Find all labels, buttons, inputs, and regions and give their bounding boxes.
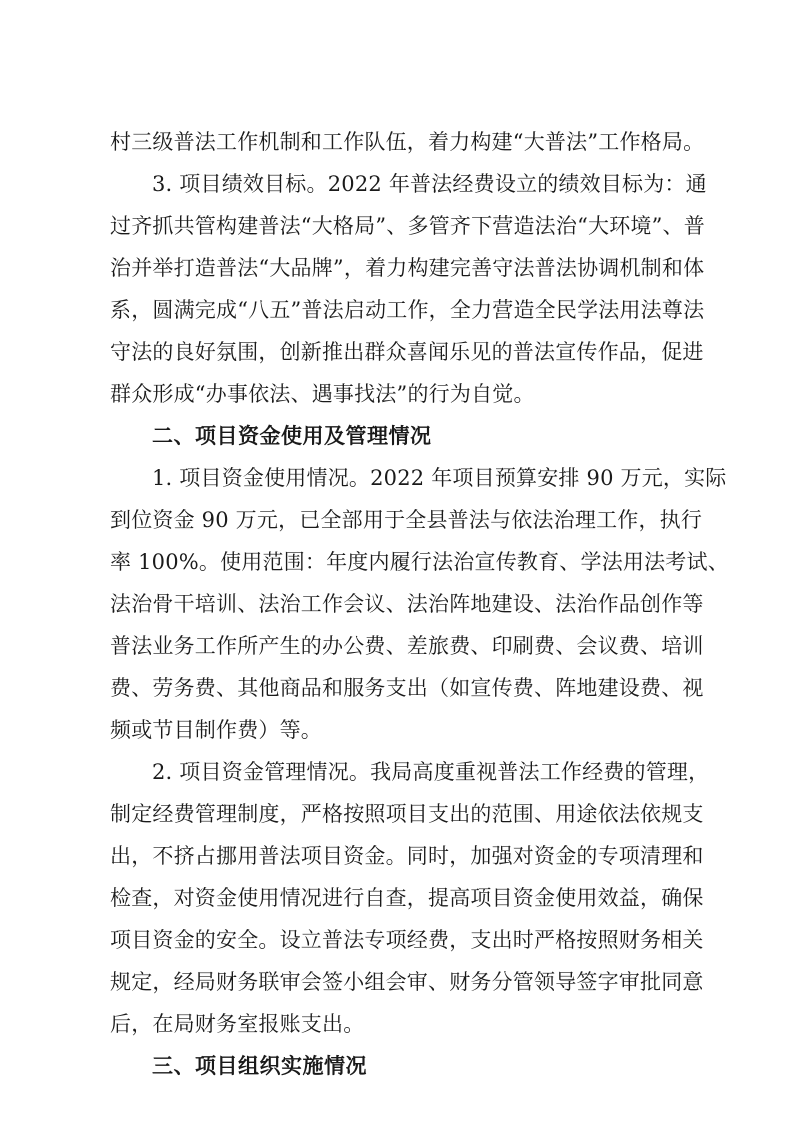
body-line: 村三级普法工作机制和工作队伍，着力构建“大普法”工作格局。	[110, 130, 705, 154]
body-line: 费、劳务费、其他商品和服务支出（如宣传费、阵地建设费、视	[110, 676, 704, 700]
body-line: 后，在局财务室报账支出。	[110, 1012, 365, 1036]
section-heading-2: 二、项目资金使用及管理情况	[152, 424, 432, 448]
body-line: 率 100%。使用范围：年度内履行法治宣传教育、学法用法考试、	[110, 550, 729, 574]
body-line: 普法业务工作所产生的办公费、差旅费、印刷费、会议费、培训	[110, 634, 704, 658]
body-line: 群众形成“办事依法、遇事找法”的行为自觉。	[110, 382, 535, 406]
paragraph-item-1-start: 1. 项目资金使用情况。2022 年项目预算安排 90 万元，实际	[152, 466, 727, 490]
body-line: 守法的良好氛围，创新推出群众喜闻乐见的普法宣传作品，促进	[110, 340, 704, 364]
body-line: 制定经费管理制度，严格按照项目支出的范围、用途依法依规支	[110, 802, 704, 826]
paragraph-item-2-start: 2. 项目资金管理情况。我局高度重视普法工作经费的管理，	[152, 760, 710, 784]
body-line: 系，圆满完成“八五”普法启动工作，全力营造全民学法用法尊法	[110, 298, 705, 322]
body-line: 规定，经局财务联审会签小组会审、财务分管领导签字审批同意	[110, 970, 704, 994]
body-line: 出，不挤占挪用普法项目资金。同时，加强对资金的专项清理和	[110, 844, 704, 868]
body-line: 检查，对资金使用情况进行自查，提高项目资金使用效益，确保	[110, 886, 704, 910]
body-line: 治并举打造普法“大品牌”，着力构建完善守法普法协调机制和体	[110, 256, 705, 280]
paragraph-item-3-start: 3. 项目绩效目标。2022 年普法经费设立的绩效目标为：通	[152, 172, 707, 196]
body-line: 频或节目制作费）等。	[110, 718, 322, 742]
section-heading-3: 三、项目组织实施情况	[152, 1054, 367, 1078]
body-line: 法治骨干培训、法治工作会议、法治阵地建设、法治作品创作等	[110, 592, 704, 616]
body-line: 过齐抓共管构建普法“大格局”、多管齐下营造法治“大环境”、普	[110, 214, 705, 238]
body-line: 项目资金的安全。设立普法专项经费，支出时严格按照财务相关	[110, 928, 704, 952]
body-line: 到位资金 90 万元，已全部用于全县普法与依法治理工作，执行	[110, 508, 703, 532]
